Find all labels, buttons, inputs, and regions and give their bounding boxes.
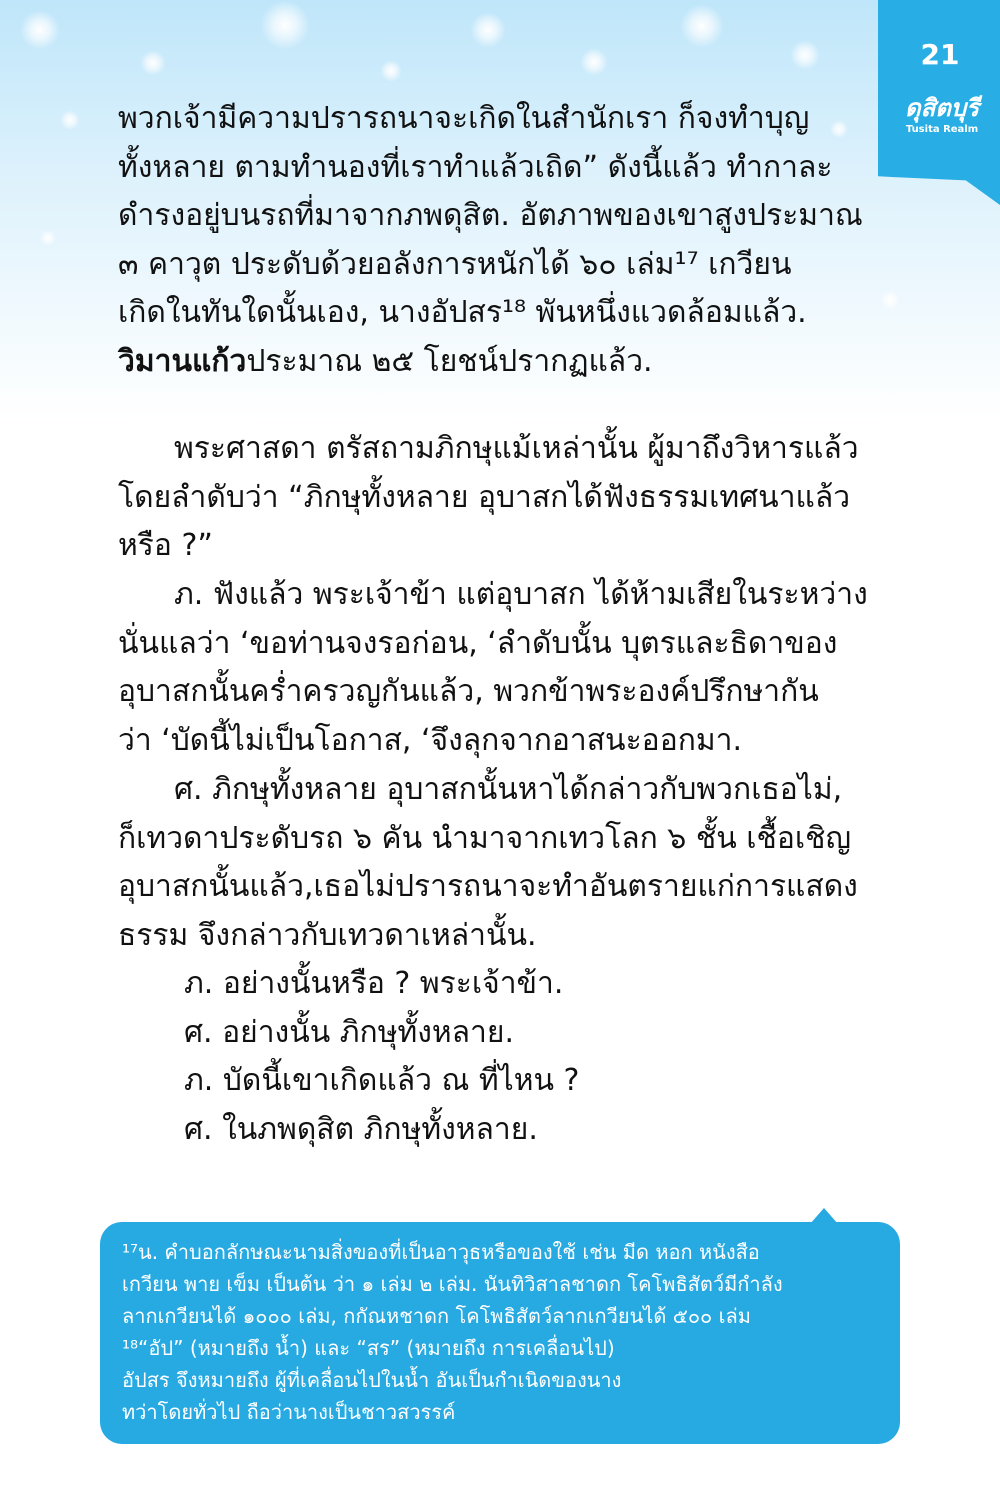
sparkle-decoration [580, 48, 608, 76]
text-line: ภ. ฟังแล้ว พระเจ้าข้า แต่อุบาสก ได้ห้ามเสียในระหว่าง [174, 577, 868, 612]
text-line: อุบาสกนั้นคร่ำครวญกันแล้ว, พวกข้าพระองค์ปรึกษากัน [118, 674, 819, 710]
footnote-text [122, 1236, 882, 1428]
brand-subtitle: Tusita Realm [905, 124, 979, 135]
text-line: พวกเจ้ามีความปรารถนาจะเกิดในสำนักเรา ก็จงทำบุญ [118, 101, 810, 136]
footnote-line: ทว่าโดยทั่วไป ถือว่านางเป็นชาวสวรรค์ [122, 1400, 456, 1424]
sparkle-decoration [40, 230, 56, 246]
sparkle-decoration [790, 40, 820, 70]
paragraph-3 [118, 571, 886, 765]
sparkle-decoration [380, 60, 402, 82]
text-run: ประมาณ ๒๕ โยชน์ปรากฏแล้ว. [246, 343, 653, 379]
dialog-line: ศ. ในภพดุสิต ภิกษุทั้งหลาย. [184, 1111, 538, 1147]
text-line: เกิดในทันใดนั้นเอง, นางอัปสร¹⁸ พันหนึ่งแวดล้อมแล้ว. [118, 295, 807, 331]
brand-title: ดุสิตบุรี [905, 96, 979, 122]
text-line: นั่นแลว่า ‘ขอท่านจงรอก่อน, ‘ลำดับนั้น บุตรและธิดาของ [118, 625, 838, 661]
footnote-line: ¹⁷น. คำบอกลักษณะนามสิ่งของที่เป็นอาวุธหรือของใช้ เช่น มีด หอก หนังสือ [122, 1240, 760, 1264]
footnote-line: ลากเกวียนได้ ๑๐๐๐ เล่ม, กกัณหชาดก โคโพธิสัตว์ลากเกวียนได้ ๕๐๐ เล่ม [122, 1304, 751, 1328]
sparkle-decoration [20, 10, 60, 50]
text-line: ก็เทวดาประดับรถ ๖ คัน นำมาจากเทวโลก ๖ ชั้น เชื้อเชิญ [118, 820, 852, 856]
text-line: ทั้งหลาย ตามทำนองที่เราทำแล้วเถิด” ดังนี้แล้ว ทำกาละ [118, 149, 833, 185]
dialog-line: ศ. อย่างนั้น ภิกษุทั้งหลาย. [184, 1014, 515, 1050]
text-line [118, 338, 886, 387]
sparkle-decoration [60, 110, 80, 130]
text-line: โดยลำดับว่า “ภิกษุทั้งหลาย อุบาสกได้ฟังธรรมเทศนาแล้ว [118, 479, 851, 515]
paragraph-4 [118, 766, 886, 960]
sparkle-decoration [260, 0, 310, 50]
footnote-line: อัปสร จึงหมายถึง ผู้ที่เคลื่อนไปในน้ำ อันเป็นกำเนิดของนาง [122, 1368, 622, 1392]
sparkle-decoration [140, 50, 166, 76]
sparkle-decoration [470, 12, 506, 48]
footnote-line: ¹⁸“อัป” (หมายถึง น้ำ) และ “สร” (หมายถึง การเคลื่อนไป) [122, 1336, 615, 1360]
paragraph-2 [118, 425, 886, 571]
text-line: ว่า ‘บัดนี้ไม่เป็นโอกาส, ‘จึงลุกจากอาสนะออกมา. [118, 722, 743, 758]
text-line: ดำรงอยู่บนรถที่มาจากภพดุสิต. อัตภาพของเขาสูงประมาณ [118, 198, 863, 234]
page-number: 21 [920, 38, 960, 71]
sparkle-decoration [680, 4, 724, 48]
bold-term: วิมานแก้ว [118, 343, 247, 379]
text-line: ๓ คาวุต ประดับด้วยอลังการหนักได้ ๖๐ เล่ม¹⁷ เกวียน [118, 246, 792, 282]
text-line: พระศาสดา ตรัสถามภิกษุแม้เหล่านั้น ผู้มาถึงวิหารแล้ว [174, 431, 859, 466]
footnote-line: เกวียน พาย เข็ม เป็นต้น ว่า ๑ เล่ม ๒ เล่ม. นันทิวิสาลชาดก โคโพธิสัตว์มีกำลัง [122, 1272, 783, 1296]
text-line: ธรรม จึงกล่าวกับเทวดาเหล่านั้น. [118, 917, 537, 953]
dialog-block [118, 960, 886, 1154]
text-line: ศ. ภิกษุทั้งหลาย อุบาสกนั้นหาได้กล่าวกับพวกเธอไม่, [174, 772, 843, 807]
text-line: อุบาสกนั้นแล้ว,เธอไม่ปรารถนาจะทำอันตรายแก่การแสดง [118, 869, 858, 905]
paragraph-1 [118, 95, 886, 387]
dialog-line: ภ. อย่างนั้นหรือ ? พระเจ้าข้า. [184, 966, 564, 1001]
text-line: หรือ ?” [118, 528, 213, 564]
dialog-line: ภ. บัดนี้เขาเกิดแล้ว ณ ที่ไหน ? [184, 1063, 580, 1099]
